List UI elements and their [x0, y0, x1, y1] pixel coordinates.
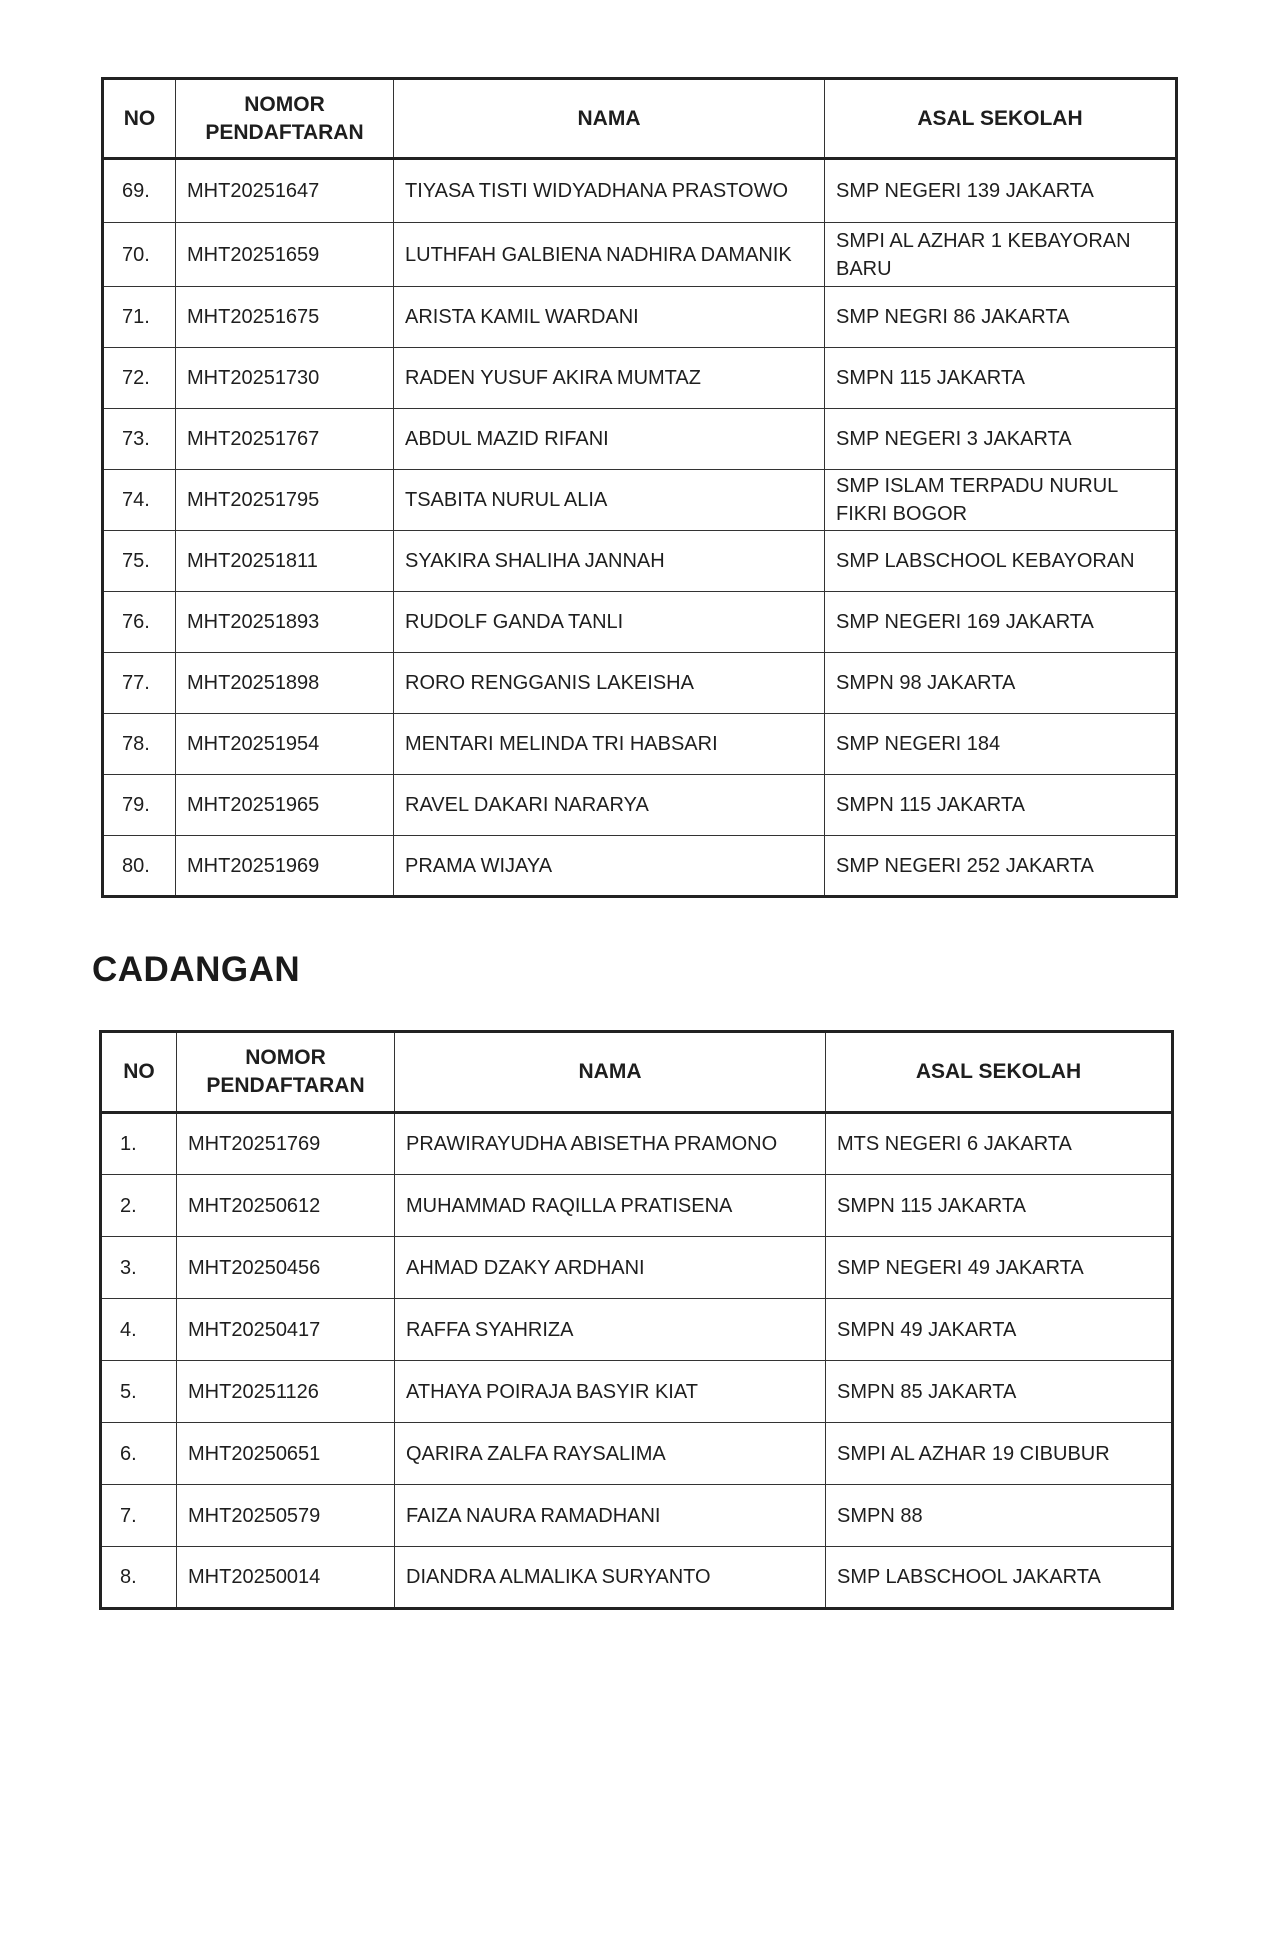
row-nomor: MHT20251659 [176, 223, 394, 287]
column-header-asal: ASAL SEKOLAH [825, 79, 1177, 159]
table-header-row [103, 79, 1177, 159]
row-no: 8. [101, 1547, 177, 1609]
table-row [101, 1361, 1173, 1423]
row-no: 76. [103, 592, 176, 653]
row-asal: SMP NEGERI 49 JAKARTA [826, 1237, 1173, 1299]
row-no: 71. [103, 287, 176, 348]
row-no: 4. [101, 1299, 177, 1361]
column-header-nama: NAMA [394, 79, 825, 159]
row-no: 3. [101, 1237, 177, 1299]
row-nama: PRAWIRAYUDHA ABISETHA PRAMONO [395, 1113, 826, 1175]
column-header-no: NO [101, 1032, 177, 1113]
column-header-nomor-line1: NOMOR [245, 1046, 326, 1069]
row-asal: SMP NEGERI 252 JAKARTA [825, 836, 1177, 897]
row-nomor: MHT20250456 [177, 1237, 395, 1299]
table-row [103, 223, 1177, 287]
row-nama: MENTARI MELINDA TRI HABSARI [394, 714, 825, 775]
row-nama: TIYASA TISTI WIDYADHANA PRASTOWO [394, 159, 825, 223]
row-asal: SMPI AL AZHAR 1 KEBAYORAN BARU [825, 223, 1177, 287]
row-nomor: MHT20250014 [177, 1547, 395, 1609]
row-nomor: MHT20251965 [176, 775, 394, 836]
row-asal: SMPN 88 [826, 1485, 1173, 1547]
table-row [103, 159, 1177, 223]
column-header-nomor-line1: NOMOR [244, 92, 325, 116]
table-row [101, 1423, 1173, 1485]
row-nomor: MHT20251730 [176, 348, 394, 409]
row-nomor: MHT20251954 [176, 714, 394, 775]
row-no: 78. [103, 714, 176, 775]
row-nomor: MHT20251675 [176, 287, 394, 348]
accepted-students-table [101, 77, 1178, 898]
row-nama: TSABITA NURUL ALIA [394, 470, 825, 531]
row-nomor: MHT20251893 [176, 592, 394, 653]
row-nama: RAVEL DAKARI NARARYA [394, 775, 825, 836]
table-row [101, 1237, 1173, 1299]
table-row [103, 348, 1177, 409]
row-nomor: MHT20251647 [176, 159, 394, 223]
table-header-row [101, 1032, 1173, 1113]
table-row [103, 714, 1177, 775]
table-row [103, 470, 1177, 531]
table-row [103, 531, 1177, 592]
row-asal: SMPN 49 JAKARTA [826, 1299, 1173, 1361]
table-row [101, 1175, 1173, 1237]
row-asal: SMP ISLAM TERPADU NURUL FIKRI BOGOR [825, 470, 1177, 531]
row-nama: RORO RENGGANIS LAKEISHA [394, 653, 825, 714]
row-asal: SMPN 115 JAKARTA [826, 1175, 1173, 1237]
row-nomor: MHT20251795 [176, 470, 394, 531]
row-nomor: MHT20251769 [177, 1113, 395, 1175]
row-no: 7. [101, 1485, 177, 1547]
table-row [103, 653, 1177, 714]
row-asal: MTS NEGERI 6 JAKARTA [826, 1113, 1173, 1175]
row-nama: RADEN YUSUF AKIRA MUMTAZ [394, 348, 825, 409]
row-nama: ARISTA KAMIL WARDANI [394, 287, 825, 348]
table-row [103, 287, 1177, 348]
row-nomor: MHT20251767 [176, 409, 394, 470]
column-header-nomor-line2: PENDAFTARAN [205, 120, 364, 144]
row-asal: SMP NEGERI 3 JAKARTA [825, 409, 1177, 470]
row-no: 75. [103, 531, 176, 592]
row-nama: PRAMA WIJAYA [394, 836, 825, 897]
row-nomor: MHT20251969 [176, 836, 394, 897]
row-nama: DIANDRA ALMALIKA SURYANTO [395, 1547, 826, 1609]
row-asal: SMP NEGERI 139 JAKARTA [825, 159, 1177, 223]
table-row [101, 1113, 1173, 1175]
column-header-nama: NAMA [395, 1032, 826, 1113]
row-no: 73. [103, 409, 176, 470]
table-row [103, 409, 1177, 470]
row-nomor: MHT20251126 [177, 1361, 395, 1423]
row-nama: ATHAYA POIRAJA BASYIR KIAT [395, 1361, 826, 1423]
row-asal: SMPN 85 JAKARTA [826, 1361, 1173, 1423]
row-nomor: MHT20250651 [177, 1423, 395, 1485]
reserve-section-title: CADANGAN [92, 950, 301, 989]
row-no: 80. [103, 836, 176, 897]
row-asal: SMP NEGRI 86 JAKARTA [825, 287, 1177, 348]
row-no: 6. [101, 1423, 177, 1485]
row-no: 1. [101, 1113, 177, 1175]
reserve-students-table [99, 1030, 1174, 1610]
row-nama: ABDUL MAZID RIFANI [394, 409, 825, 470]
column-header-nomor [177, 1032, 395, 1113]
row-no: 5. [101, 1361, 177, 1423]
row-no: 69. [103, 159, 176, 223]
row-nama: AHMAD DZAKY ARDHANI [395, 1237, 826, 1299]
row-asal: SMP LABSCHOOL JAKARTA [826, 1547, 1173, 1609]
row-nama: SYAKIRA SHALIHA JANNAH [394, 531, 825, 592]
row-asal: SMPN 98 JAKARTA [825, 653, 1177, 714]
row-nama: RUDOLF GANDA TANLI [394, 592, 825, 653]
table-row [101, 1547, 1173, 1609]
table-row [101, 1485, 1173, 1547]
row-nomor: MHT20251898 [176, 653, 394, 714]
column-header-asal: ASAL SEKOLAH [826, 1032, 1173, 1113]
column-header-nomor-line2: PENDAFTARAN [206, 1074, 365, 1097]
row-asal: SMP NEGERI 169 JAKARTA [825, 592, 1177, 653]
row-asal: SMPI AL AZHAR 19 CIBUBUR [826, 1423, 1173, 1485]
row-nama: MUHAMMAD RAQILLA PRATISENA [395, 1175, 826, 1237]
row-asal: SMP LABSCHOOL KEBAYORAN [825, 531, 1177, 592]
row-no: 74. [103, 470, 176, 531]
row-nama: QARIRA ZALFA RAYSALIMA [395, 1423, 826, 1485]
row-no: 77. [103, 653, 176, 714]
row-no: 2. [101, 1175, 177, 1237]
row-no: 72. [103, 348, 176, 409]
row-no: 70. [103, 223, 176, 287]
row-nomor: MHT20250417 [177, 1299, 395, 1361]
row-asal: SMPN 115 JAKARTA [825, 348, 1177, 409]
table-row [103, 592, 1177, 653]
table-row [101, 1299, 1173, 1361]
table-row [103, 775, 1177, 836]
row-nama: RAFFA SYAHRIZA [395, 1299, 826, 1361]
row-nama: LUTHFAH GALBIENA NADHIRA DAMANIK [394, 223, 825, 287]
row-nama: FAIZA NAURA RAMADHANI [395, 1485, 826, 1547]
row-no: 79. [103, 775, 176, 836]
row-asal: SMPN 115 JAKARTA [825, 775, 1177, 836]
row-nomor: MHT20250612 [177, 1175, 395, 1237]
table-row [103, 836, 1177, 897]
column-header-no: NO [103, 79, 176, 159]
row-asal: SMP NEGERI 184 [825, 714, 1177, 775]
row-nomor: MHT20251811 [176, 531, 394, 592]
column-header-nomor [176, 79, 394, 159]
row-nomor: MHT20250579 [177, 1485, 395, 1547]
